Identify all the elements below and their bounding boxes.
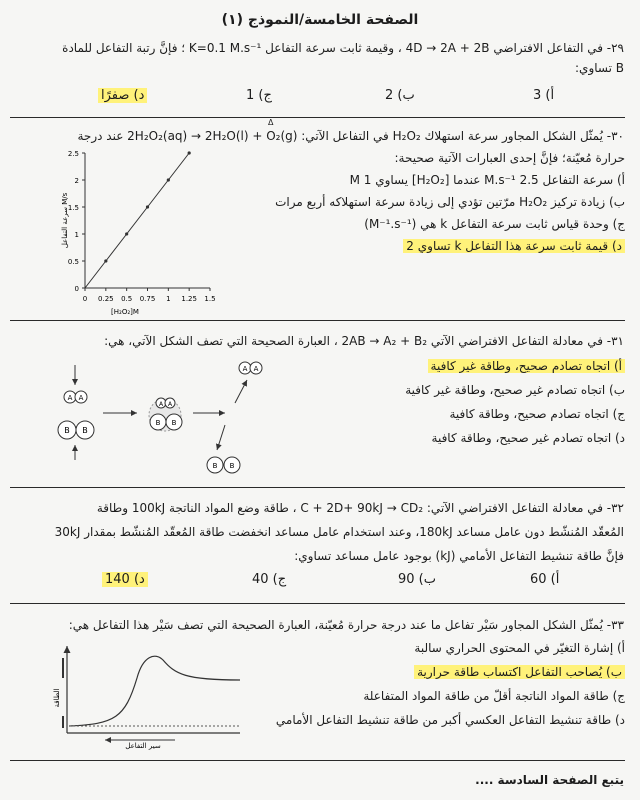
particle-a-label: A	[167, 401, 173, 408]
q32-option-b[interactable]: ب) 90	[398, 572, 436, 587]
q29-option-b[interactable]: ب) 2	[385, 88, 415, 103]
q30-stem-line1: ٣٠- يُمثّل الشكل المجاور سرعة استهلاك H₂O₂ في التفاعل الآتي: 2H₂O₂(aq) → 2H₂O(l) + O₂(g) عند درجة	[77, 129, 624, 143]
data-point	[125, 232, 128, 235]
q31-option-a-row	[300, 358, 625, 374]
data-point	[188, 151, 191, 154]
y-tick-label: 2.5	[67, 150, 79, 158]
data-point	[167, 178, 170, 181]
q31-option-a[interactable]: أ) اتجاه تصادم صحيح، وطاقة غير كافية	[428, 359, 625, 373]
q32-stem-line3: فإنَّ طاقة تنشيط التفاعل الأمامي (kJ) بوجود عامل مساعد تساوي:	[294, 549, 624, 563]
particle-b-label: B	[171, 419, 177, 427]
q32-option-a[interactable]: أ) 60	[530, 572, 560, 587]
q32-option-d[interactable]: د) 140	[102, 572, 148, 587]
divider	[10, 117, 625, 118]
y-tick-label: 0.5	[67, 258, 79, 266]
q33-option-a[interactable]: أ) إشارة التغيّر في المحتوى الحراري سالبة	[414, 641, 625, 655]
q33-option-c[interactable]: ج) طاقة المواد الناتجة أقلّ من طاقة المواد المتفاعلة	[363, 689, 625, 703]
x-tick-label: 1.25	[181, 295, 197, 303]
divider	[10, 487, 625, 488]
q30-option-c[interactable]: ج) وحدة قياس ثابت سرعة التفاعل k هي (M⁻¹.s⁻¹)	[364, 217, 625, 231]
q29-option-a[interactable]: أ) 3	[533, 88, 555, 103]
y-tick-label: 1	[74, 231, 79, 239]
q29-stem-line2: B تساوي:	[575, 61, 624, 75]
x-axis-label: [H₂O₂]M	[111, 308, 139, 316]
y-tick-label: 0	[74, 285, 79, 293]
particle-a-label: A	[158, 401, 164, 408]
rate-concentration-chart	[55, 138, 230, 333]
q33-option-d[interactable]: د) طاقة تنشيط التفاعل العكسي أكبر من طاقة تنشيط التفاعل الأمامي	[275, 713, 625, 727]
particle-b-label: B	[155, 419, 161, 427]
q31-stem: ٣١- في معادلة التفاعل الافتراضي الآتي 2AB → A₂ + B₂ ، العبارة الصحيحة التي تصف الشكل الآتي، هي:	[104, 334, 624, 348]
particle-b-label: B	[212, 462, 218, 470]
q33-option-b[interactable]: ب) يُصاحب التفاعل اكتساب طاقة حرارية	[414, 665, 625, 679]
x-tick-label: 0.25	[98, 295, 114, 303]
energy-axis-label: الطاقة	[53, 688, 61, 708]
q30-option-d-row	[200, 238, 625, 254]
footer-note: يتبع الصفحة السادسة ....	[475, 773, 624, 787]
heat-symbol: Δ	[268, 118, 274, 127]
particle-a-label: A	[67, 394, 73, 402]
q32-stem-line1: ٣٢- في معادلة التفاعل الافتراضي الآتي: C + 2D+ 90kJ → CD₂ ، طاقة وضع المواد الناتجة 100kJ وطاقة	[96, 501, 624, 515]
particle-b-label: B	[82, 426, 88, 435]
q31-option-b[interactable]: ب) اتجاه تصادم غير صحيح، وطاقة غير كافية	[405, 383, 625, 397]
b2-molecule-incoming	[58, 421, 94, 460]
particle-a-label: A	[78, 394, 84, 402]
x-tick-label: 1.5	[204, 295, 216, 303]
q30-option-a[interactable]: أ) سرعة التفاعل 2.5 M.s⁻¹ عندما [H₂O₂] يساوي 1 M	[349, 173, 625, 187]
page-title: الصفحة الخامسة/النموذج (١)	[221, 12, 419, 28]
q29-option-c[interactable]: ج) 1	[246, 88, 272, 103]
particle-b-label: B	[64, 426, 70, 435]
q31-option-c[interactable]: ج) اتجاه تصادم صحيح، وطاقة كافية	[449, 407, 625, 421]
data-point	[146, 205, 149, 208]
x-tick-label: 0.5	[121, 295, 133, 303]
x-tick-label: 1	[166, 295, 171, 303]
energy-curve	[69, 656, 240, 726]
data-point	[104, 259, 107, 262]
q29-options	[0, 88, 640, 106]
divider	[10, 760, 625, 761]
energy-profile-diagram	[55, 638, 245, 748]
x-tick-label: 0.75	[139, 295, 156, 303]
a2-molecule-incoming	[64, 365, 87, 403]
series-line	[85, 153, 189, 288]
q32-stem-line2: المُعقّد المُنشّط دون عامل مساعد 180kJ، وعند استخدام عامل مساعد انخفضت طاقة المُعقّد المُنشّط بمقدار 30kJ	[54, 525, 624, 539]
q33-stem: ٣٣- يُمثّل الشكل المجاور سَيْر تفاعل ما عند درجة حرارة مُعيّنة، العبارة الصحيحة التي تصف سَيْر هذا التفاعل هي:	[68, 618, 624, 632]
collision-cluster	[149, 398, 182, 431]
divider	[10, 603, 625, 604]
q31-option-d[interactable]: د) اتجاه تصادم غير صحيح، وطاقة كافية	[431, 431, 625, 445]
collision-diagram	[55, 355, 285, 490]
q30-option-d[interactable]: د) قيمة ثابت سرعة هذا التفاعل k تساوي 2	[403, 239, 625, 253]
progress-axis-label: سير التفاعل	[125, 742, 161, 750]
particle-b-label: B	[229, 462, 235, 470]
q30-stem-line2: حرارة مُعيّنة؛ فإنَّ إحدى العبارات الآتية صحيحة:	[394, 151, 625, 165]
x-tick-label: 0	[82, 295, 88, 303]
a2-molecule-outgoing	[235, 362, 262, 403]
b2-molecule-outgoing	[207, 425, 240, 473]
q32-options	[0, 572, 640, 590]
particle-a-label: A	[253, 365, 259, 373]
divider	[10, 320, 625, 321]
y-tick-label: 1.5	[67, 204, 79, 212]
y-tick-label: 2	[74, 177, 79, 185]
q33-option-b-row	[250, 664, 625, 680]
q32-option-c[interactable]: ج) 40	[252, 572, 287, 587]
particle-a-label: A	[242, 365, 248, 373]
q29-stem-line1: ٢٩- في التفاعل الافتراضي 4D → 2A + 2B ، وقيمة ثابت سرعة التفاعل K=0.1 M.s⁻¹ ؛ فإنَّ رتبة التفاعل للمادة	[62, 41, 624, 55]
y-axis-label: سرعة التفاعل M/s	[61, 192, 69, 249]
q29-option-d[interactable]: د) صفرًا	[98, 88, 147, 103]
q30-option-b[interactable]: ب) زيادة تركيز H₂O₂ مرّتين تؤدي إلى زيادة سرعة استهلاكه أربع مرات	[275, 195, 625, 209]
